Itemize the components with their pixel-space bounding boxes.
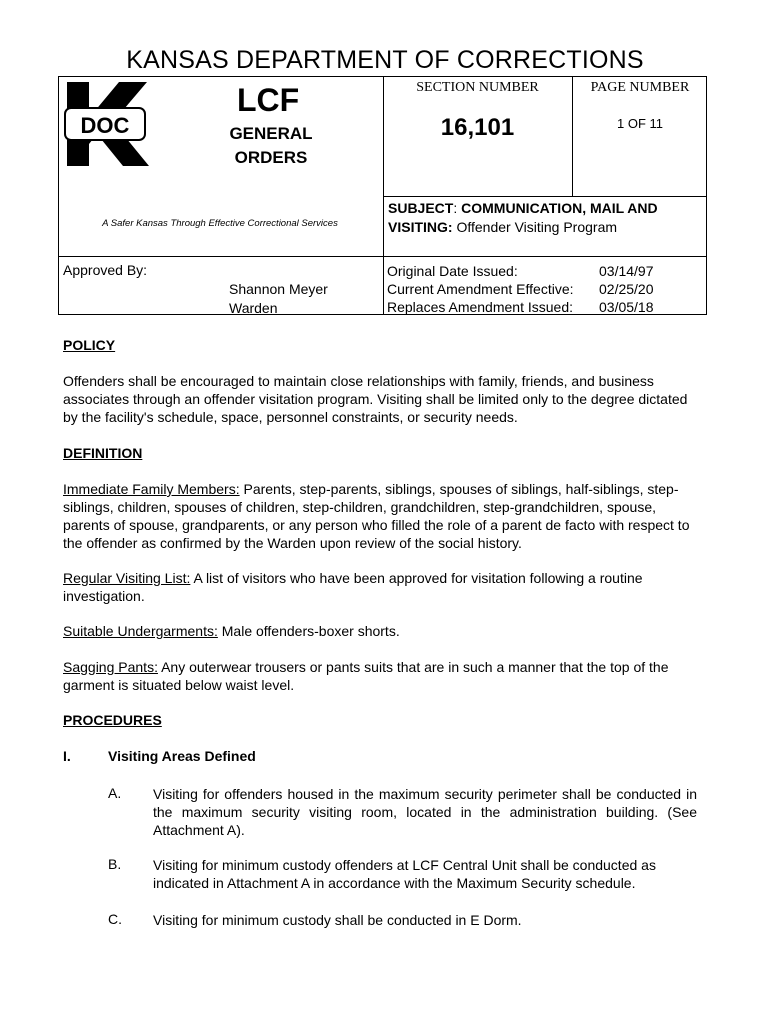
signer-name: Shannon Meyer xyxy=(229,281,328,297)
signer-title: Warden xyxy=(229,300,278,316)
header-divider-approval xyxy=(58,256,707,257)
date-label: Original Date Issued: xyxy=(387,263,518,279)
general-orders-line1: GENERAL xyxy=(229,124,313,143)
visiting-label: VISITING: xyxy=(388,219,453,235)
date-label: Replaces Amendment Issued: xyxy=(387,299,573,315)
date-label: Current Amendment Effective: xyxy=(387,281,574,297)
date-value: 03/14/97 xyxy=(599,263,654,279)
procedure-item-text: Visiting for minimum custody shall be conducted in E Dorm. xyxy=(153,912,522,928)
definition-term: Immediate Family Members: xyxy=(63,481,240,497)
kdoc-logo xyxy=(63,78,155,170)
page-number: 1 OF 11 xyxy=(616,116,663,131)
date-value: 03/05/18 xyxy=(599,299,654,315)
date-value: 02/25/20 xyxy=(599,281,654,297)
subject-block: SUBJECT: COMMUNICATION, MAIL AND VISITING: Offender Visiting Program xyxy=(388,200,658,235)
general-orders-line2: ORDERS xyxy=(234,148,308,167)
procedure-letter: A. xyxy=(108,785,122,801)
procedure-item-text: Visiting for offenders housed in the maximum security perimeter shall be conducted in the maximum security visiting room, located in the administration building. (See Attachment A). xyxy=(153,786,697,838)
header-divider-subject xyxy=(383,196,707,197)
general-orders-label xyxy=(221,122,321,170)
logo-doc-text: DOC xyxy=(80,113,130,138)
policy-heading: POLICY xyxy=(63,337,116,353)
definition-term: Suitable Undergarments: xyxy=(63,623,218,639)
subject-label: SUBJECT xyxy=(388,200,454,216)
procedure-letter: B. xyxy=(108,856,122,872)
definition-text: A list of visitors who have been approved for visitation following a routine investigation. xyxy=(63,570,643,604)
procedure-section-number: I. xyxy=(63,748,71,764)
date-row xyxy=(387,280,654,298)
definition-immediate-family xyxy=(63,480,695,552)
section-number-label: SECTION NUMBER xyxy=(416,80,539,95)
definition-suitable-undergarments xyxy=(63,622,695,640)
definition-text: Male offenders-boxer shorts. xyxy=(217,623,400,639)
procedures-heading: PROCEDURES xyxy=(63,712,162,728)
procedure-section-title: Visiting Areas Defined xyxy=(108,748,256,764)
department-title: KANSAS DEPARTMENT OF CORRECTIONS xyxy=(126,46,644,74)
definition-term: Sagging Pants: xyxy=(63,659,158,675)
approved-by-label: Approved By: xyxy=(63,262,148,278)
subject-rest: Offender Visiting Program xyxy=(456,219,618,235)
definition-text: Any outerwear trousers or pants suits that are in such a manner that the top of the garment is situated below waist level. xyxy=(63,659,669,693)
procedure-item-text: Visiting for minimum custody offenders at LCF Central Unit shall be conducted as indicated in Attachment A in accordance with the Maximum Security schedule. xyxy=(153,857,656,891)
definition-term: Regular Visiting List: xyxy=(63,570,191,586)
policy-text: Offenders shall be encouraged to maintain close relationships with family, friends, and business associates through an offender visitation program. Visiting shall be limited only to the degree dictated by the facility's schedule, space, personnel constraints, or security needs. xyxy=(63,373,688,425)
date-row xyxy=(387,262,654,280)
tagline: A Safer Kansas Through Effective Correctional Services xyxy=(102,218,338,229)
date-row xyxy=(387,298,654,316)
procedure-letter: C. xyxy=(108,911,122,927)
definition-regular-visiting-list xyxy=(63,569,695,605)
facility-code: LCF xyxy=(237,82,300,118)
definition-text: Parents, step-parents, siblings, spouses of siblings, half-siblings, step-siblings, children, spouses of children, step-children, grandchildren, step-grandchildren, spouse, parents of spouse, grandparents, or any person who filled the role of a parent de facto with respect to the offender as confirmed by the Warden upon review of the social history. xyxy=(63,481,690,551)
dates-block xyxy=(387,262,654,316)
definition-sagging-pants xyxy=(63,658,695,694)
page-number-label: PAGE NUMBER xyxy=(590,80,690,95)
signer-block xyxy=(229,280,328,318)
section-number: 16,101 xyxy=(440,114,515,141)
definition-heading: DEFINITION xyxy=(63,445,143,461)
subject-title: COMMUNICATION, MAIL AND xyxy=(461,200,658,216)
